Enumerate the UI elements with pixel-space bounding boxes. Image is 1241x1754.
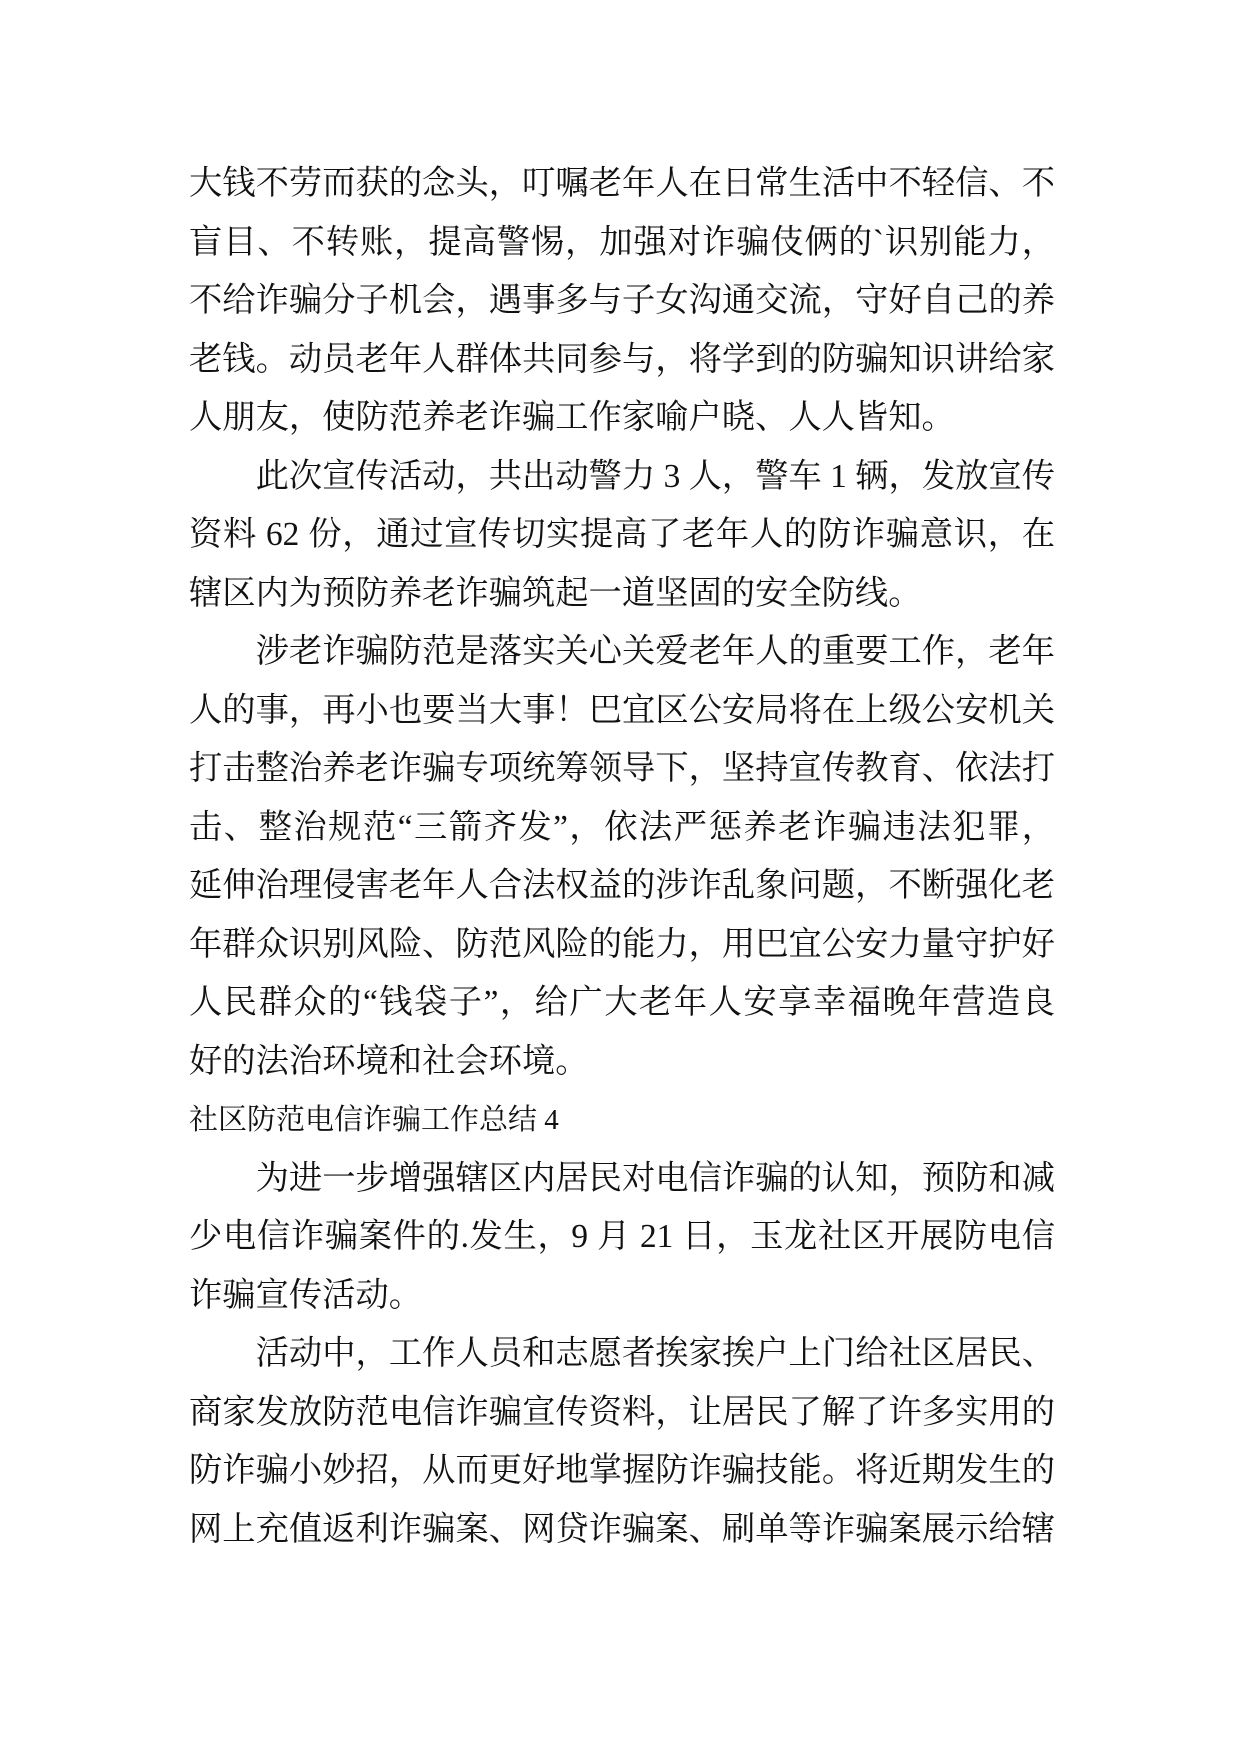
- paragraph-line: 少电信诈骗案件的.发生，9 月 21 日，玉龙社区开展防电信: [189, 1218, 1055, 1255]
- paragraph-line: 活动中，工作人员和志愿者挨家挨户上门给社区居民、: [255, 1335, 1055, 1372]
- paragraph: [189, 155, 1055, 448]
- paragraph-line: 年群众识别风险、防范风险的能力，用巴宜公安力量守护好: [189, 925, 1055, 963]
- paragraph-line: 涉老诈骗防范是落实关心关爱老年人的重要工作，老年: [255, 633, 1055, 670]
- paragraph-line: 好的法治环境和社会环境。: [189, 1042, 589, 1080]
- paragraph-line: 商家发放防范电信诈骗宣传资料，让居民了解了许多实用的: [189, 1393, 1055, 1431]
- paragraph-line: 网上充值返利诈骗案、网贷诈骗案、刷单等诈骗案展示给辖: [189, 1510, 1055, 1548]
- paragraph-line: 老钱。动员老年人群体共同参与，将学到的防骗知识讲给家: [189, 340, 1055, 378]
- paragraph-line: 大钱不劳而获的念头，叮嘱老年人在日常生活中不轻信、不: [189, 165, 1055, 202]
- paragraph-line: 人朋友，使防范养老诈骗工作家喻户晓、人人皆知。: [189, 399, 955, 436]
- paragraph-line: 击、整治规范“三箭齐发”，依法严惩养老诈骗违法犯罪，: [189, 808, 1055, 846]
- paragraph: [189, 1150, 1055, 1326]
- body-text: [189, 155, 1055, 1559]
- paragraph-line: 辖区内为预防养老诈骗筑起一道坚固的安全防线。: [189, 574, 922, 612]
- paragraph-line: 不给诈骗分子机会，遇事多与子女沟通交流，守好自己的养: [189, 282, 1055, 319]
- paragraph-line: 盲目、不转账，提高警惕，加强对诈骗伎俩的`识别能力，: [189, 223, 1055, 261]
- paragraph-line: 资料 62 份，通过宣传切实提高了老年人的防诈骗意识，在: [189, 516, 1055, 553]
- paragraph-line: 延伸治理侵害老年人合法权益的涉诈乱象问题，不断强化老: [189, 867, 1055, 904]
- paragraph-line: 防诈骗小妙招，从而更好地掌握防诈骗技能。将近期发生的: [189, 1452, 1055, 1489]
- paragraph-line: 为进一步增强辖区内居民对电信诈骗的认知，预防和减: [255, 1159, 1055, 1197]
- paragraph: [189, 448, 1055, 624]
- paragraph-line: 诈骗宣传活动。: [189, 1276, 423, 1314]
- paragraph-line: 人的事，再小也要当大事！巴宜区公安局将在上级公安机关: [189, 691, 1055, 729]
- section-heading: 社区防范电信诈骗工作总结 4: [189, 1104, 559, 1136]
- paragraph: [189, 623, 1055, 1091]
- paragraph-line: 人民群众的“钱袋子”，给广大老年人安享幸福晚年营造良: [189, 984, 1055, 1021]
- paragraph: [189, 1325, 1055, 1559]
- paragraph-line: 此次宣传活动，共出动警力 3 人，警车 1 辆，发放宣传: [255, 457, 1055, 495]
- paragraph-line: 打击整治养老诈骗专项统筹领导下，坚持宣传教育、依法打: [189, 750, 1055, 787]
